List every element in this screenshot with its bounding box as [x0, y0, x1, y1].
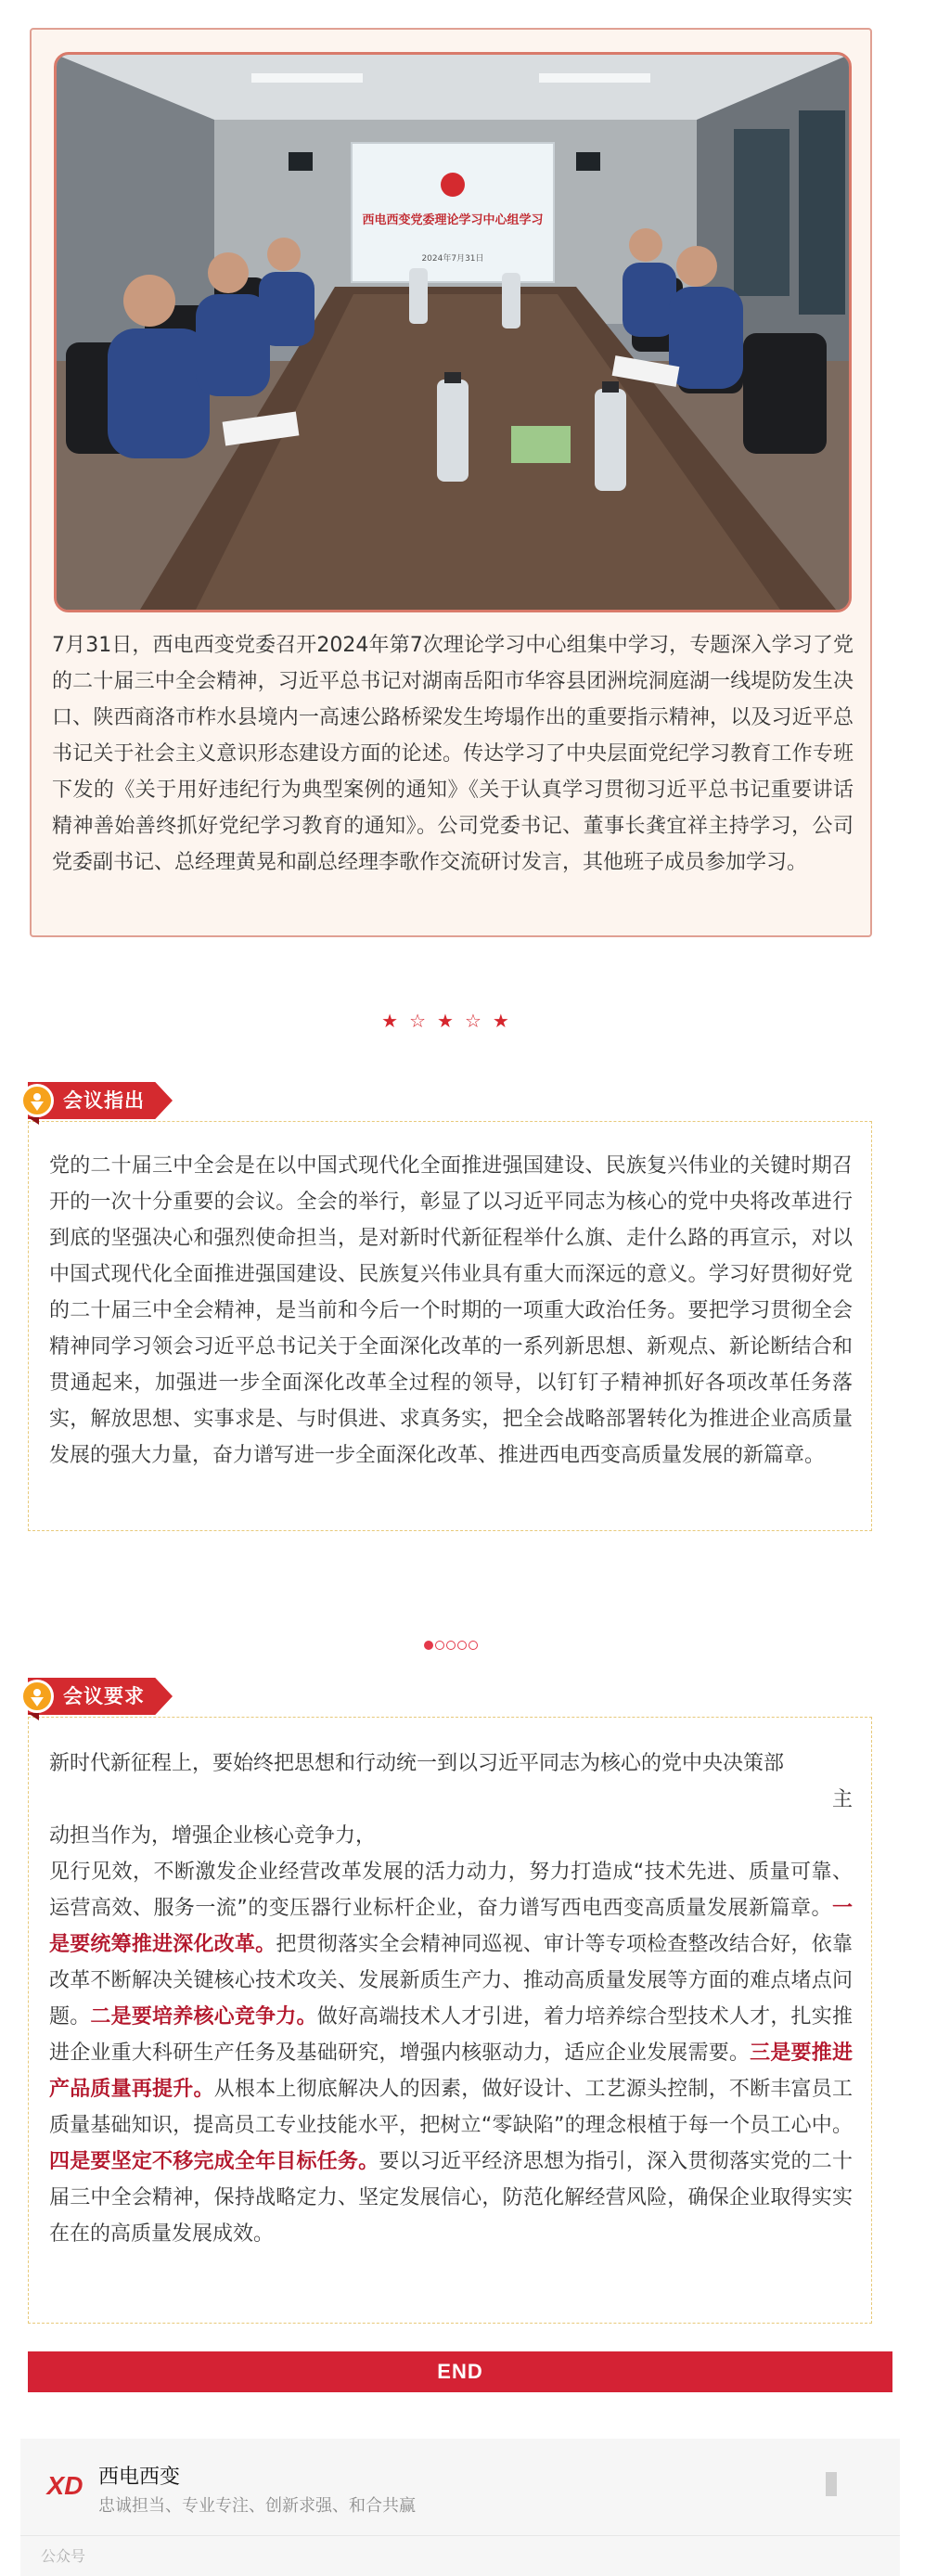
requirement-2-title: 二是要培养核心竞争力。	[90, 2005, 317, 2029]
star-divider: ★☆★☆★	[381, 1010, 520, 1032]
pager-dots	[0, 1635, 902, 1646]
section-requirements-tag	[20, 1678, 174, 1720]
requirement-3-text: 从根本上彻底解决人的因素，做好设计、工艺源头控制，不断丰富员工质量基础知识，提高员工专业技能水平，把树立“零缺陷”的理念根植于每一个员工心中。	[49, 2078, 853, 2137]
requirements-line: 新时代新征程上，要始终把思想和行动统一到以习近平同志为核心的党中央决策部	[49, 1752, 785, 1775]
company-logo	[45, 2465, 85, 2505]
requirement-4-text: 要以习近平经济思想为指引，深入贯彻落实党的二十届三中全会精神，保持战略定力、坚定发展信心，防范化解经营风险，确保企业取得实实在在的高质量发展成效。	[49, 2150, 853, 2246]
requirement-2-text: 做好高端技术人才引进，着力培养综合型技术人才，扎实推进企业重大科研生产任务及基础研究，增强内核驱动力，适应企业发展需要。	[49, 2005, 853, 2065]
pager-dot[interactable]	[469, 1641, 478, 1650]
meeting-photo[interactable]	[54, 52, 852, 612]
logo-lettering: XD	[46, 2471, 83, 2500]
divider	[20, 2535, 900, 2536]
requirements-paragraph	[49, 1854, 853, 2252]
screen-date-text: 2024年7月31日	[421, 254, 484, 264]
section-requirements-text	[49, 1745, 853, 2252]
requirements-text: 见行见效，不断激发企业经营改革发展的活力动力，努力打造成“技术先进、质量可靠、运营高效、服务一流”的变压器行业标杆企业，奋力谱写西电西变高质量发展新篇章。	[49, 1861, 853, 1920]
account-card[interactable]	[20, 2439, 900, 2576]
location-pin-icon	[20, 1680, 54, 1713]
pager-dot[interactable]	[435, 1641, 444, 1650]
tag-fold	[28, 1713, 39, 1720]
section-points-box	[28, 1121, 872, 1531]
section-points-paragraph: 党的二十届三中全会是在以中国式现代化全面推进强国建设、民族复兴伟业的关键时期召开的一次十分重要的会议。全会的举行，彰显了以习近平同志为核心的党中央将改革进行到底的坚强决心和强烈使命担当，是对新时代新征程举什么旗、走什么路的再宣示，对以中国式现代化全面推进强国建设、民族复兴伟业具有重大而深远的意义。学习好贯彻好党的二十届三中全会精神，是当前和今后一个时期的一项重大政治任务。要把学习贯彻全会精神同学习领会习近平总书记关于全面深化改革的一系列新思想、新观点、新论断结合和贯通起来，加强进一步全面深化改革全过程的领导，以钉钉子精神抓好各项改革任务落实，解放思想、实事求是、与时俱进、求真务实，把全会战略部署转化为推进企业高质量发展的强大力量，奋力谱写进一步全面深化改革、推进西电西变高质量发展的新篇章。	[49, 1154, 853, 1467]
account-name: 西电西变	[98, 2466, 181, 2489]
location-pin-icon	[20, 1084, 54, 1117]
account-footer-label: 公众号	[41, 2547, 86, 2565]
end-banner: END	[28, 2351, 892, 2392]
section-points-title: 会议指出	[63, 1089, 145, 1112]
requirement-1-text: 把贯彻落实全会精神同巡视、审计等专项检查整改结合好，依靠改革不断解决关键核心技术攻关、发展新质生产力、推动高质量发展等方面的难点堵点问题。	[49, 1933, 853, 2029]
requirements-line: 动担当作为，增强企业核心竞争力，	[49, 1824, 377, 1848]
requirement-4-title: 四是要坚定不移完成全年目标任务。	[49, 2150, 379, 2173]
account-description: 忠诚担当、专业专注、创新求强、和合共赢	[98, 2496, 416, 2516]
tag-fold	[28, 1117, 39, 1125]
screen-title-text: 西电西变党委理论学习中心组学习	[362, 213, 544, 227]
requirements-line-tail: 主	[831, 1788, 853, 1811]
requirement-3-title: 三是要推进产品质量再提升。	[49, 2041, 853, 2101]
requirement-1-title: 一是要统筹推进深化改革。	[49, 1897, 853, 1956]
section-points-tag	[20, 1082, 174, 1125]
section-requirements-title: 会议要求	[63, 1685, 145, 1707]
intro-card	[30, 28, 872, 937]
intro-paragraph: 7月31日，西电西变党委召开2024年第7次理论学习中心组集中学习，专题深入学习了党的二十届三中全会精神，习近平总书记对湖南岳阳市华容县团洲垸洞庭湖一线堤防发生决口、陕西商洛市柞水县境内一高速公路桥梁发生垮塌作出的重要指示精神，以及习近平总书记关于社会主义意识形态建设方面的论述。传达学习了中央层面党纪学习教育工作专班下发的《关于用好违纪行为典型案例的通知》《关于认真学习贯彻习近平总书记重要讲话精神善始善终抓好党纪学习教育的通知》。公司党委书记、董事长龚宜祥主持学习，公司党委副书记、总经理黄晃和副总经理李歌作交流研讨发言，其他班子成员参加学习。	[52, 634, 854, 874]
pager-dot[interactable]	[424, 1641, 433, 1650]
pager-dot[interactable]	[457, 1641, 467, 1650]
section-requirements-box	[28, 1717, 872, 2324]
chevron-right-icon[interactable]	[826, 2472, 837, 2496]
pager-dot[interactable]	[446, 1641, 456, 1650]
